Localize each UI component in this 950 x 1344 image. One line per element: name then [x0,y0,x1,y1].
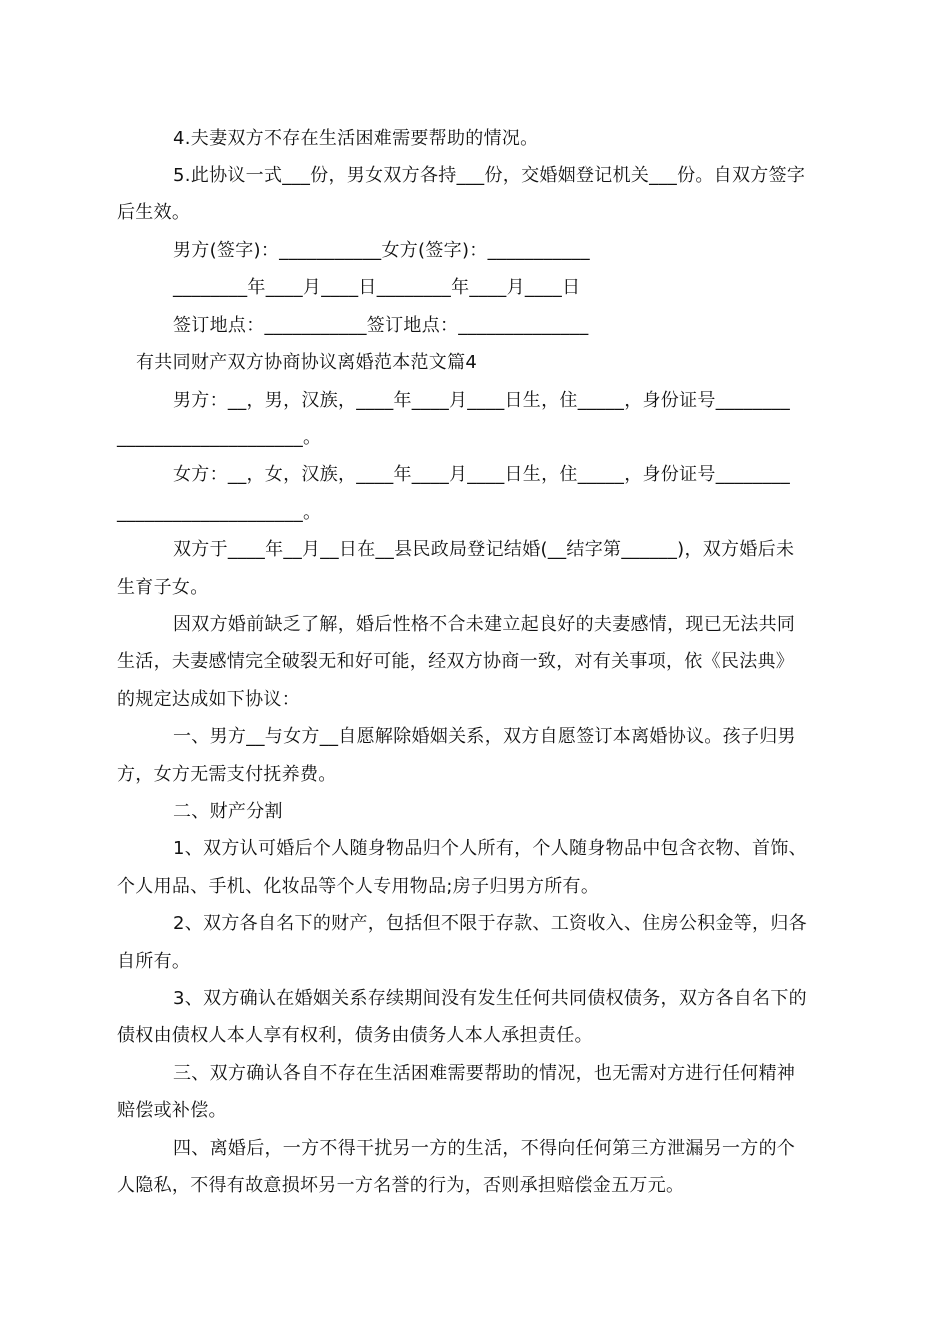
marriage-registration-line-1: 双方于____年__月__日在__县民政局登记结婚(__结字第______)，双方婚后未 [173,539,795,560]
property-item-2-line-2: 自所有。 [117,951,191,972]
female-party-line-1: 女方：__，女，汉族，____年____月____日生，住_____，身份证号________ [173,464,791,485]
clause-5-line-2: 后生效。 [117,202,191,223]
date-line: ________年____月____日________年____月____日 [173,277,581,298]
article-3-line-2: 赔偿或补偿。 [117,1100,227,1121]
clause-5-line-1: 5.此协议一式___份，男女双方各持___份，交婚姻登记机关___份。自双方签字 [173,165,806,186]
clause-4-line: 4.夫妻双方不存在生活困难需要帮助的情况。 [173,128,539,149]
male-party-line-2: ____________________。 [117,427,322,448]
signature-line: 男方(签字)：___________女方(签字)：___________ [173,240,590,261]
property-item-2-line-1: 2、双方各自名下的财产，包括但不限于存款、工资收入、住房公积金等，归各 [173,913,807,934]
article-2-heading: 二、财产分割 [173,801,283,822]
reason-line-3: 的规定达成如下协议： [117,689,300,710]
reason-line-2: 生活，夫妻感情完全破裂无和好可能，经双方协商一致，对有关事项，依《民法典》 [117,651,795,672]
article-4-line-2: 人隐私，不得有故意损坏另一方名誉的行为，否则承担赔偿金五万元。 [117,1175,685,1196]
article-1-line-2: 方，女方无需支付抚养费。 [117,764,337,785]
property-item-1-line-2: 个人用品、手机、化妆品等个人专用物品;房子归男方所有。 [117,876,600,897]
section-heading: 有共同财产双方协商协议离婚范本范文篇4 [136,352,478,373]
signing-place-line: 签订地点：___________签订地点：______________ [173,315,589,336]
article-4-line-1: 四、离婚后，一方不得干扰另一方的生活，不得向任何第三方泄漏另一方的个 [173,1138,796,1159]
property-item-3-line-1: 3、双方确认在婚姻关系存续期间没有发生任何共同债权债务，双方各自名下的 [173,988,807,1009]
property-item-1-line-1: 1、双方认可婚后个人随身物品归个人所有，个人随身物品中包含衣物、首饰、 [173,838,807,859]
reason-line-1: 因双方婚前缺乏了解，婚后性格不合未建立起良好的夫妻感情，现已无法共同 [173,614,796,635]
marriage-registration-line-2: 生育子女。 [117,577,209,598]
property-item-3-line-2: 债权由债权人本人享有权利，债务由债务人本人承担责任。 [117,1025,593,1046]
article-3-line-1: 三、双方确认各自不存在生活困难需要帮助的情况，也无需对方进行任何精神 [173,1063,796,1084]
article-1-line-1: 一、男方__与女方__自愿解除婚姻关系，双方自愿签订本离婚协议。孩子归男 [173,726,796,747]
female-party-line-2: ____________________。 [117,502,322,523]
male-party-line-1: 男方：__，男，汉族，____年____月____日生，住_____，身份证号________ [173,390,791,411]
